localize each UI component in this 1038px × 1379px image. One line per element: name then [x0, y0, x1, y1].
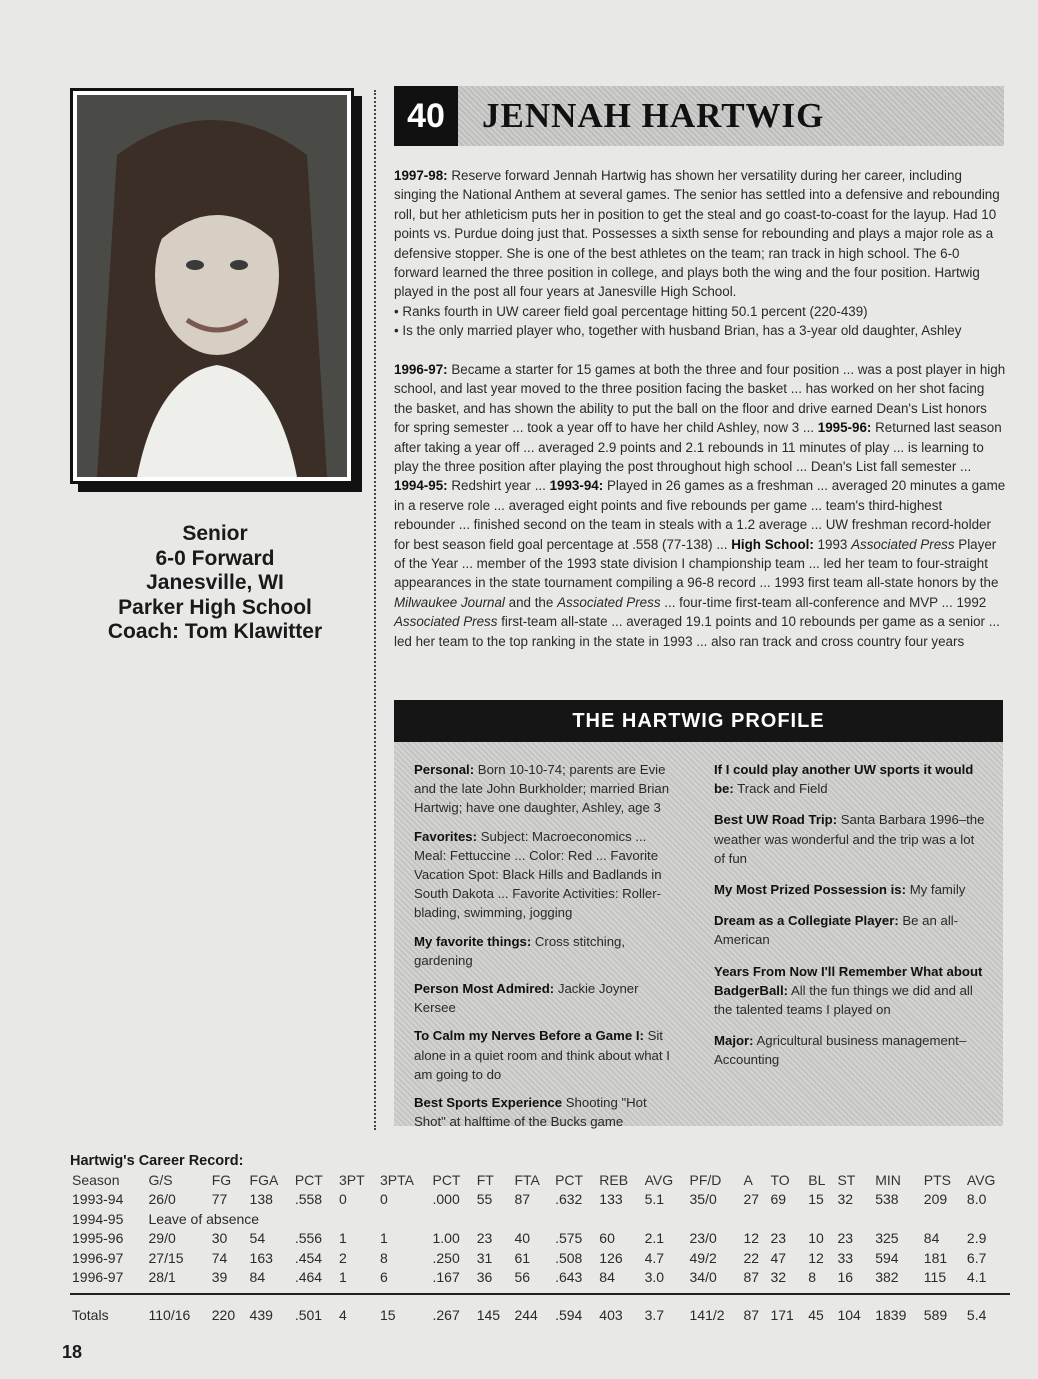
table-cell: 87 — [514, 1191, 531, 1208]
table-header-cell: Season — [72, 1171, 120, 1188]
player-info-block — [70, 522, 360, 645]
table-cell: 141/2 — [688, 1294, 742, 1325]
bio-italic-ap-3: Associated Press — [394, 614, 498, 630]
career-record-title: Hartwig's Career Record: — [70, 1153, 244, 1169]
profile-item-text: Shooting "Hot Shot" at halftime of the Bucks game — [414, 1095, 647, 1130]
profile-item — [414, 932, 682, 970]
career-stats-table — [70, 1170, 1010, 1325]
profile-item — [714, 880, 986, 899]
bio-label-1997-98: 1997-98: — [394, 168, 448, 183]
profile-item — [714, 962, 986, 1020]
table-cell: 15 — [808, 1191, 824, 1208]
table-header-cell: ST — [837, 1171, 856, 1188]
profile-item-label: My Most Prized Possession is: — [714, 882, 907, 898]
bio-text-high-school-e: first-team all-state ... averaged 19.1 points and 10 rebounds per game as a senior ... led her team to the top ranking in the state in 1993 ... also ran track and cross country four years — [394, 614, 1000, 649]
table-cell: 3.0 — [644, 1269, 665, 1286]
profile-item-text: Santa Barbara 1996–the weather was wonderful and the trip was a lot of fun — [714, 812, 985, 866]
table-cell: 3.7 — [643, 1294, 688, 1325]
name-title-bar — [394, 86, 1004, 146]
table-cell: 32 — [837, 1191, 854, 1208]
table-cell: 244 — [512, 1294, 553, 1325]
table-cell: 6 — [380, 1269, 388, 1286]
table-cell: 8.0 — [966, 1191, 987, 1208]
table-header-cell: G/S — [148, 1171, 173, 1188]
table-cell: 2 — [339, 1249, 347, 1266]
profile-item-text: Be an all-American — [714, 913, 959, 948]
jersey-number: 40 — [394, 86, 458, 146]
table-cell: 110/16 — [147, 1294, 210, 1325]
table-cell: .632 — [555, 1191, 583, 1208]
table-cell: 74 — [211, 1249, 228, 1266]
table-cell: 589 — [922, 1294, 965, 1325]
table-cell: 0 — [339, 1191, 347, 1208]
table-header-cell: FGA — [249, 1171, 279, 1188]
table-cell: 1 — [339, 1230, 347, 1247]
table-cell: .556 — [294, 1230, 323, 1247]
profile-item — [414, 827, 682, 923]
table-cell: .464 — [294, 1269, 323, 1286]
table-cell: Leave of absence — [148, 1210, 260, 1227]
bio-text-1996-97: Became a starter for 15 games at both the three and four position ... was a post player in high school, and last year moved to the three position facing the basket ... has worked on her shot facing the basket, and has shown the ability to put the ball on the floor and drive earned Dean's List honors for spring semester ... took a year off to have her child Ashley, now 3 ... — [394, 362, 1006, 436]
table-cell: 40 — [514, 1230, 531, 1247]
table-cell: .000 — [432, 1191, 460, 1208]
table-cell: 12 — [808, 1249, 824, 1266]
table-header-cell: FT — [476, 1171, 494, 1188]
profile-item-text: Born 10-10-74; parents are Evie and the late John Burkholder; married Brian Hartwig; have one daughter, Ashley, age 3 — [414, 762, 670, 816]
table-header-cell: FTA — [514, 1171, 540, 1188]
profile-item-label: Person Most Admired: — [414, 981, 555, 997]
table-cell: 23/0 — [689, 1230, 717, 1247]
table-cell: 27 — [743, 1191, 760, 1208]
table-header-cell: FG — [211, 1171, 232, 1188]
table-cell: 325 — [875, 1230, 899, 1247]
table-cell: 2.9 — [966, 1230, 987, 1247]
table-spacer-row — [70, 1287, 1010, 1294]
profile-item-label: Best Sports Experience — [414, 1095, 563, 1111]
bio-label-1994-95: 1994-95: — [394, 478, 448, 494]
table-cell: 84 — [923, 1230, 940, 1247]
table-cell: .250 — [432, 1249, 460, 1266]
table-cell: 56 — [514, 1269, 531, 1286]
table-cell: 403 — [597, 1294, 642, 1325]
table-header-cell: A — [743, 1171, 753, 1188]
table-cell: 32 — [770, 1269, 787, 1286]
profile-item — [414, 1093, 682, 1131]
profile-item-text: All the fun things we did and all the talented teams I played on — [714, 982, 973, 1018]
table-cell: 1993-94 — [72, 1191, 124, 1208]
table-cell: .167 — [432, 1269, 460, 1286]
player-class: Senior — [182, 522, 248, 545]
bio-label-high-school: High School: — [731, 536, 814, 552]
table-cell: 45 — [806, 1294, 835, 1325]
table-cell: 87 — [743, 1269, 760, 1286]
table-cell: 23 — [837, 1230, 854, 1247]
table-cell: 220 — [210, 1294, 248, 1325]
profile-item-label: My favorite things: — [414, 933, 532, 949]
table-cell: 4 — [337, 1294, 378, 1325]
bio-bullet-2: • Is the only married player who, together with husband Brian, has a 3-year old daughter, Ashley — [394, 323, 962, 339]
table-cell: 538 — [875, 1191, 899, 1208]
table-cell: .575 — [555, 1230, 583, 1247]
bio-label-1993-94: 1993-94: — [549, 478, 604, 494]
table-cell: 1995-96 — [72, 1230, 124, 1247]
table-header-cell: 3PT — [339, 1171, 365, 1188]
profile-item — [414, 979, 682, 1017]
table-row — [70, 1190, 1010, 1210]
profile-item-label: Favorites: — [414, 828, 478, 844]
table-cell: 28/1 — [148, 1269, 176, 1286]
portrait-illustration — [77, 95, 347, 477]
table-header-row — [70, 1170, 1010, 1190]
bio-text-high-school-c: and the — [508, 594, 554, 610]
table-header-cell: TO — [770, 1171, 790, 1188]
table-cell: 1996-97 — [72, 1269, 124, 1286]
table-header-cell: PCT — [294, 1171, 323, 1188]
player-photo — [70, 88, 354, 484]
table-cell: 126 — [599, 1249, 623, 1266]
table-cell: 1 — [339, 1269, 347, 1286]
table-cell: .454 — [294, 1249, 323, 1266]
profile-item — [414, 760, 682, 818]
bio-text-high-school-a: 1993 — [817, 536, 848, 552]
table-header-cell: REB — [599, 1171, 629, 1188]
bio-italic-ap-2: Associated Press — [557, 594, 661, 610]
table-cell: 181 — [923, 1249, 948, 1266]
table-header-cell: PCT — [432, 1171, 461, 1188]
table-cell: 47 — [770, 1249, 787, 1266]
table-row — [70, 1248, 1010, 1268]
player-portrait-image — [77, 95, 347, 477]
table-row — [70, 1229, 1010, 1249]
profile-title: THE HARTWIG PROFILE — [394, 700, 1003, 742]
table-cell: 5.4 — [965, 1294, 1010, 1325]
table-cell: 34/0 — [689, 1269, 717, 1286]
table-cell: 439 — [248, 1294, 293, 1325]
table-header-cell: AVG — [644, 1171, 674, 1188]
column-divider — [374, 90, 376, 1130]
table-cell: 33 — [837, 1249, 854, 1266]
table-cell: 0 — [380, 1191, 388, 1208]
bio-text-1993-94: Played in 26 games as a freshman ... averaged 20 minutes a game in a reserve role ... averaged eight points and five rebounds per game ... team's third-highest rebounder ... finished second on the team in steals with a 1.2 average ... UW freshman record-holder for best season field goal percentage at .558 (77-138) ... — [394, 478, 1006, 552]
profile-item-text: Jackie Joyner Kersee — [414, 981, 639, 1016]
table-cell: 133 — [599, 1191, 623, 1208]
table-header-cell: BL — [808, 1171, 826, 1188]
table-cell: 36 — [476, 1269, 493, 1286]
bio-text-high-school-b: Player of the Year ... member of the 1993 state division I championship team ... led her team to four-straight appearances in the state tournament compiling a 96-8 record ... 1993 first team all-state honors by the — [394, 536, 999, 591]
table-cell: 60 — [599, 1230, 615, 1247]
table-cell: 27/15 — [148, 1249, 184, 1266]
table-cell: 30 — [211, 1230, 228, 1247]
player-high-school: Parker High School — [118, 595, 312, 619]
profile-item-label: Years From Now I'll Remember What about BadgerBall: — [714, 963, 983, 998]
profile-item — [714, 1031, 986, 1069]
table-cell: 22 — [743, 1249, 760, 1266]
table-cell: 23 — [770, 1230, 787, 1247]
profile-item-label: Personal: — [414, 762, 475, 777]
table-cell: 77 — [211, 1191, 228, 1208]
table-cell: .501 — [293, 1294, 337, 1325]
table-cell: 8 — [808, 1269, 817, 1286]
player-coach: Coach: Tom Klawitter — [107, 620, 323, 643]
table-cell: 2.1 — [644, 1230, 665, 1247]
table-header-cell: AVG — [966, 1171, 996, 1188]
table-cell: 5.1 — [644, 1191, 665, 1208]
profile-item-label: If I could play another UW sports it would be: — [714, 762, 974, 797]
profile-item-label: To Calm my Nerves Before a Game I: — [414, 1028, 644, 1044]
profile-item-text: Subject: Macroeconomics ... Meal: Fettuccine ... Color: Red ... Favorite Vacation Spot: Black Hills and Badlands in South Dakota ... Favorite Activities: Roller-blading, swimming, jogging — [414, 828, 662, 921]
table-totals-row — [70, 1294, 1010, 1325]
table-cell: 594 — [875, 1249, 899, 1266]
table-header-cell: PF/D — [689, 1171, 722, 1188]
table-cell: .558 — [294, 1191, 323, 1208]
bio-1997-98 — [394, 166, 1006, 341]
profile-item — [414, 1026, 682, 1084]
table-cell: 1.00 — [432, 1230, 460, 1247]
bio-italic-ap-1: Associated Press — [851, 536, 955, 552]
profile-item — [714, 810, 986, 868]
bio-text-high-school-d: ... four-time first-team all-conference and MVP ... 1992 — [664, 594, 987, 610]
bio-label-1996-97: 1996-97: — [394, 362, 448, 377]
table-cell: 35/0 — [689, 1191, 717, 1208]
table-row — [70, 1268, 1010, 1288]
profile-item — [714, 911, 986, 949]
bio-label-1995-96: 1995-96: — [817, 420, 872, 436]
page-number: 18 — [62, 1342, 83, 1362]
table-cell: 1839 — [873, 1294, 922, 1325]
bio-history — [394, 360, 1006, 651]
table-row — [70, 1209, 1010, 1229]
table-header-cell: PCT — [555, 1171, 584, 1188]
profile-box — [394, 700, 1003, 1130]
table-cell: 8 — [380, 1249, 388, 1266]
table-cell: 49/2 — [689, 1249, 717, 1266]
profile-item-text: Cross stitching, gardening — [414, 933, 626, 968]
profile-item-text: Track and Field — [737, 781, 828, 797]
profile-item-text: My family — [909, 882, 966, 898]
table-header-cell: PTS — [923, 1171, 952, 1188]
table-spacer-cell — [70, 1287, 1010, 1294]
table-cell: 39 — [211, 1269, 228, 1286]
table-cell: 6.7 — [966, 1249, 987, 1266]
bio-paragraph-1 — [394, 166, 1006, 302]
bio-text-1994-95: Redshirt year ... — [451, 478, 546, 494]
table-cell: 4.1 — [966, 1269, 987, 1286]
table-cell: 84 — [249, 1269, 266, 1286]
table-cell: 4.7 — [644, 1249, 665, 1266]
table-cell: 84 — [599, 1269, 615, 1286]
table-cell: .267 — [430, 1294, 474, 1325]
table-cell: 55 — [476, 1191, 493, 1208]
bio-bullet-1: • Ranks fourth in UW career field goal percentage hitting 50.1 percent (220-439) — [394, 303, 868, 319]
bio-paragraph-2 — [394, 360, 1006, 651]
table-cell: Totals — [70, 1294, 147, 1325]
profile-item-label: Best UW Road Trip: — [714, 812, 838, 828]
profile-item-text: Agricultural business management–Accounting — [714, 1033, 967, 1068]
table-cell: 1994-95 — [72, 1210, 124, 1227]
profile-item-label: Major: — [714, 1033, 754, 1049]
table-cell: 23 — [476, 1230, 493, 1247]
table-cell: 69 — [770, 1191, 787, 1208]
table-cell: 104 — [835, 1294, 873, 1325]
profile-right-column — [714, 760, 986, 1079]
table-cell: 29/0 — [148, 1230, 176, 1247]
table-cell: 15 — [378, 1294, 430, 1325]
table-cell: 26/0 — [148, 1191, 176, 1208]
table-header-cell: MIN — [875, 1171, 901, 1188]
profile-item-text: Sit alone in a quiet room and think about what I am going to do — [414, 1028, 670, 1082]
table-cell: 31 — [476, 1249, 493, 1266]
bio-italic-milwaukee-journal: Milwaukee Journal — [394, 594, 505, 610]
table-cell: 87 — [741, 1294, 768, 1325]
table-cell: .594 — [553, 1294, 597, 1325]
table-cell: 16 — [837, 1269, 854, 1286]
table-cell: 12 — [743, 1230, 760, 1247]
table-cell: 61 — [514, 1249, 531, 1266]
profile-item-label: Dream as a Collegiate Player: — [714, 913, 899, 929]
table-cell: .508 — [555, 1249, 583, 1266]
table-cell: .643 — [555, 1269, 583, 1286]
table-cell: 382 — [875, 1269, 899, 1286]
profile-item — [714, 760, 986, 798]
table-cell: 1996-97 — [72, 1249, 124, 1266]
table-cell: 171 — [768, 1294, 806, 1325]
bio-text-1995-96: Returned last season after taking a year off ... averaged 2.9 points and 2.1 rebounds in 11 minutes of play ... is learning to play the three position after playing the post throughout high school ... Dean's List fall semester ... — [394, 420, 1002, 475]
table-cell: 1 — [380, 1230, 388, 1247]
table-cell: 10 — [808, 1230, 824, 1247]
bio-text-1997-98: Reserve forward Jennah Hartwig has shown her versatility during her career, including singing the National Anthem at several games. The senior has settled into a defensive and rebounding roll, but her athleticism puts her in position to get the steal and go coast-to-coast for the layup. Had 10 points vs. Purdue doing just that. Possesses a sixth sense for rebounding and plays a major role as a defensive stopper. She is one of the best athletes on the team; ran track in high school. The 6-0 forward learned the three position in college, and plays both the wing and the four position. Hartwig played in the post all four years at Janesville High School. — [394, 168, 1000, 300]
table-header-cell: 3PTA — [380, 1171, 414, 1188]
player-name: JENNAH HARTWIG — [482, 96, 825, 135]
table-cell: 163 — [249, 1249, 273, 1266]
table-cell: 54 — [249, 1230, 266, 1247]
player-hometown: Janesville, WI — [146, 571, 284, 594]
table-cell: 115 — [923, 1269, 947, 1286]
table-cell: 145 — [475, 1294, 513, 1325]
table-cell: 138 — [249, 1191, 273, 1208]
profile-left-column — [414, 760, 682, 1140]
player-height-position: 6-0 Forward — [155, 546, 275, 570]
table-cell: 209 — [923, 1191, 948, 1208]
